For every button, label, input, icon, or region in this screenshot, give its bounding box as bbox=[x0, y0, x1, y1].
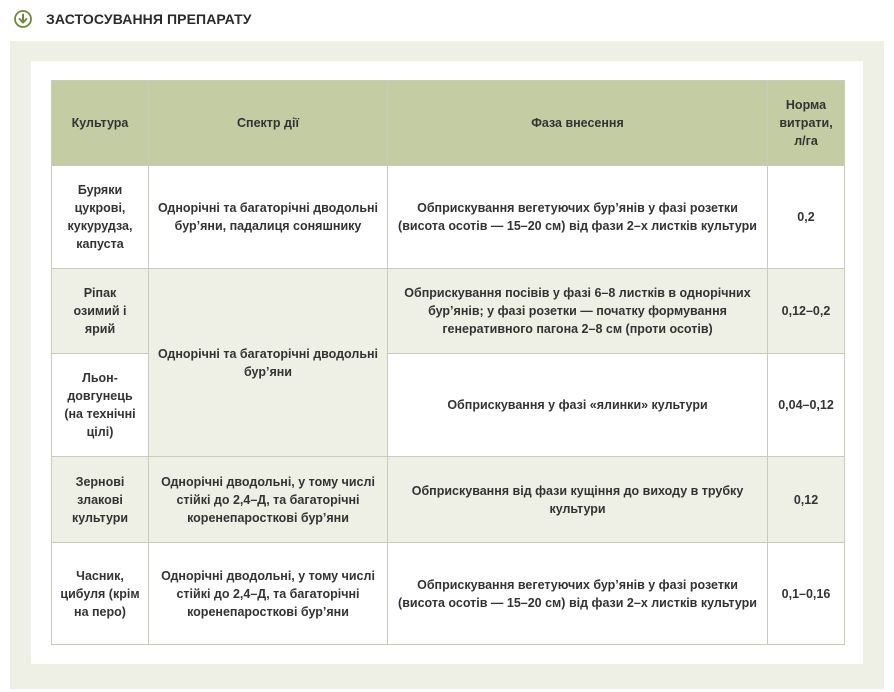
cell-spectrum: Однорічні та багаторічні дводольні бур’яни, падалиця соняшнику bbox=[149, 166, 388, 269]
cell-phase: Обприскування у фазі «ялинки» культури bbox=[388, 354, 768, 457]
header-culture: Культура bbox=[52, 81, 149, 166]
arrow-down-circle-icon[interactable] bbox=[14, 10, 32, 28]
cell-culture: Льон-довгунець (на технічні цілі) bbox=[52, 354, 149, 457]
section-header[interactable] bbox=[14, 8, 252, 30]
cell-culture: Буряки цукрові, кукурудза, капуста bbox=[52, 166, 149, 269]
table-header-row bbox=[52, 81, 845, 166]
cell-phase: Обприскування посівів у фазі 6–8 листків в однорічних бур’янів; у фазі розетки — початку формування генеративного пагона 2–8 см (проти осотів) bbox=[388, 269, 768, 354]
cell-culture: Ріпак озимий і ярий bbox=[52, 269, 149, 354]
cell-rate: 0,2 bbox=[768, 166, 845, 269]
table-row bbox=[52, 269, 845, 354]
cell-spectrum-merged: Однорічні та багаторічні дводольні бур’яни bbox=[149, 269, 388, 457]
cell-rate: 0,1–0,16 bbox=[768, 543, 845, 645]
table-row bbox=[52, 166, 845, 269]
cell-rate: 0,04–0,12 bbox=[768, 354, 845, 457]
cell-spectrum: Однорічні дводольні, у тому числі стійкі до 2,4–Д, та багаторічні коренепаросткові бур’яни bbox=[149, 543, 388, 645]
header-phase: Фаза внесення bbox=[388, 81, 768, 166]
cell-phase: Обприскування від фази кущіння до виходу в трубку культури bbox=[388, 457, 768, 543]
application-table bbox=[51, 80, 845, 645]
cell-rate: 0,12–0,2 bbox=[768, 269, 845, 354]
cell-spectrum: Однорічні дводольні, у тому числі стійкі до 2,4–Д, та багаторічні коренепаросткові бур’яни bbox=[149, 457, 388, 543]
cell-culture: Часник, цибуля (крім на перо) bbox=[52, 543, 149, 645]
table-row bbox=[52, 543, 845, 645]
table-row bbox=[52, 457, 845, 543]
cell-culture: Зернові злакові культури bbox=[52, 457, 149, 543]
cell-phase: Обприскування вегетуючих бур’янів у фазі розетки (висота осотів — 15–20 см) від фази 2–х листків культури bbox=[388, 543, 768, 645]
header-spectrum: Спектр дії bbox=[149, 81, 388, 166]
section-title: ЗАСТОСУВАННЯ ПРЕПАРАТУ bbox=[46, 11, 252, 27]
header-rate: Норма витрати, л/га bbox=[768, 81, 845, 166]
cell-phase: Обприскування вегетуючих бур’янів у фазі розетки (висота осотів — 15–20 см) від фази 2–х листків культури bbox=[388, 166, 768, 269]
cell-rate: 0,12 bbox=[768, 457, 845, 543]
